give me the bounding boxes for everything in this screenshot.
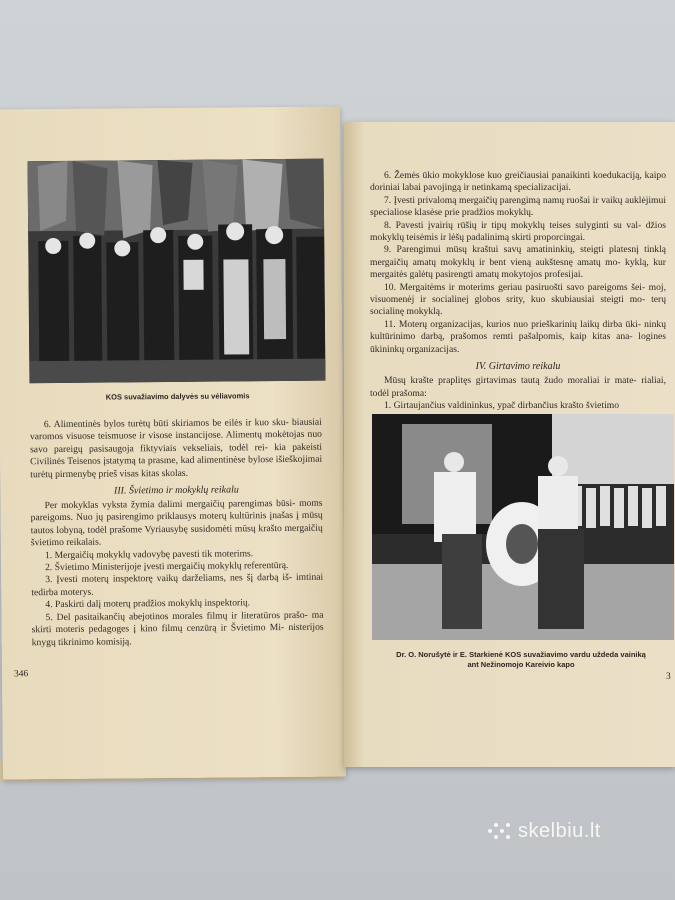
left-page-number: 346 bbox=[13, 669, 29, 680]
photo-wreath-ceremony bbox=[372, 414, 674, 640]
watermark-text: skelbiu.lt bbox=[518, 819, 601, 842]
list-item: 5. Del pasitaikančių abejotinos morales filmų ir literatūros prašo- ma skirti moteris pedagoges į kino filmų cenzūrą ir Švietimo Mi- nisterijos knygų tikrinimo komisiją. bbox=[31, 609, 324, 648]
list-item: 4. Paskirti dalį moterų pradžios mokyklų inspektorių. bbox=[45, 597, 251, 611]
right-photo-caption-line1: Dr. O. Norušytė ir E. Starkienė KOS suvažiavimo vardu uždeda vainiką bbox=[396, 650, 646, 659]
right-photo-caption bbox=[368, 650, 674, 670]
list-item: 3. Įvesti moterų inspektorę vaikų darželiams, nes šį darbą iš- imtinai tedirba moterys. bbox=[31, 572, 324, 599]
photo-women-with-flags bbox=[28, 159, 326, 384]
list-item: 9. Parengimui mūsų kraštui savų amatininkių, steigti platesnį tinklą mergaičių amatų mokyklų ir bent vieną aukštesnę amatų mo- kyklą, kur mergaitės galėtų pasirengti amatų mokytojos profesijai. bbox=[370, 244, 666, 281]
list-item: 10. Mergaitėms ir moterims geriau pasiruošti savo pareigoms šei- moj, visuomenėj ir socialinej globos srity, kuo skubiausiai steigti mo- terų socialinę mokyklą. bbox=[370, 281, 666, 318]
list-item: 7. Įvesti privalomą mergaičių parengimą namų ruošai ir vaikų auklėjimui specialiose klasėse prie pradžios mokyklų. bbox=[370, 194, 666, 219]
list-item: 1. Mergaičių mokyklų vadovybę pavesti tik moterims. bbox=[44, 547, 254, 561]
section-title-education: III. Švietimo ir mokyklų reikalu bbox=[113, 484, 239, 497]
watermark bbox=[488, 818, 658, 844]
skelbiu-logo-icon bbox=[488, 821, 512, 841]
left-text bbox=[30, 417, 324, 649]
left-photo-caption: KOS suvažiavimo dalyvės su vėliavomis bbox=[105, 391, 250, 402]
list-item: 11. Moterų organizacijas, kurios nuo prieškarinių laikų dirba ūki- ninkų kultūrinimo darbą, prašomos remti pašalpomis, kaip kitas ana- logines ūkininkų organizacijas. bbox=[370, 318, 666, 355]
paragraph-education-intro: Per mokyklas vyksta žymia dalimi mergaičių parengimas būsi- moms pareigoms. Nuo jų pasirengimo priklausys moterų kultūrinis įnašas į mūsų tautos lobyną, todėl prašome Vyriausybę susidomėti mūsų krašto mergaičių švietimo reikalais. bbox=[30, 497, 323, 549]
right-page bbox=[344, 122, 675, 767]
right-page-number: 3 bbox=[666, 672, 671, 682]
list-item: 8. Pavesti įvairių rūšių ir tipų mokyklų teises sulyginti su val- džios mokyklų teisėmis ir lėšų padalinimą skirti proporcingai. bbox=[370, 219, 666, 244]
list-item: 6. Žemės ūkio mokyklose kuo greičiausiai panaikinti koedukaciją, kaipo doriniai labai pavojingą ir netinkamą specializacijai. bbox=[370, 170, 666, 194]
paragraph-alimony: 6. Alimentinės bylos turėtų būti skiriamos be eilės ir kuo sku- biausiai varomos visuose teismuose ir visose instancijose. Alimentų mokėtojas nuo savo pareigų pasisaugoja fiktyviais vekseliais, todėl rei- kia pakeisti Civilinės Teisenos įstatymą ta prasme, kad alimentinėse bylose išieškojimai turėtų pirmenybę prieš visas kitas skolas. bbox=[29, 416, 323, 480]
paragraph-drinking-intro: Mūsų krašte praplitęs girtavimas tautą žudo moraliai ir mate- rialiai, todėl prašoma: bbox=[370, 375, 666, 399]
right-photo-caption-line2: ant Nežinomojo Kareivio kapo bbox=[467, 660, 575, 669]
list-item: 2. Švietimo Ministerijoje įvesti mergaičių mokyklų referentūrą. bbox=[45, 560, 289, 574]
section-title-drinking: IV. Girtavimo reikalu bbox=[475, 361, 561, 373]
left-page bbox=[0, 107, 346, 780]
right-text bbox=[370, 170, 666, 412]
list-item: 1. Girtaujančius valdininkus, ypač dirbančius krašto švietimo bbox=[384, 399, 620, 411]
